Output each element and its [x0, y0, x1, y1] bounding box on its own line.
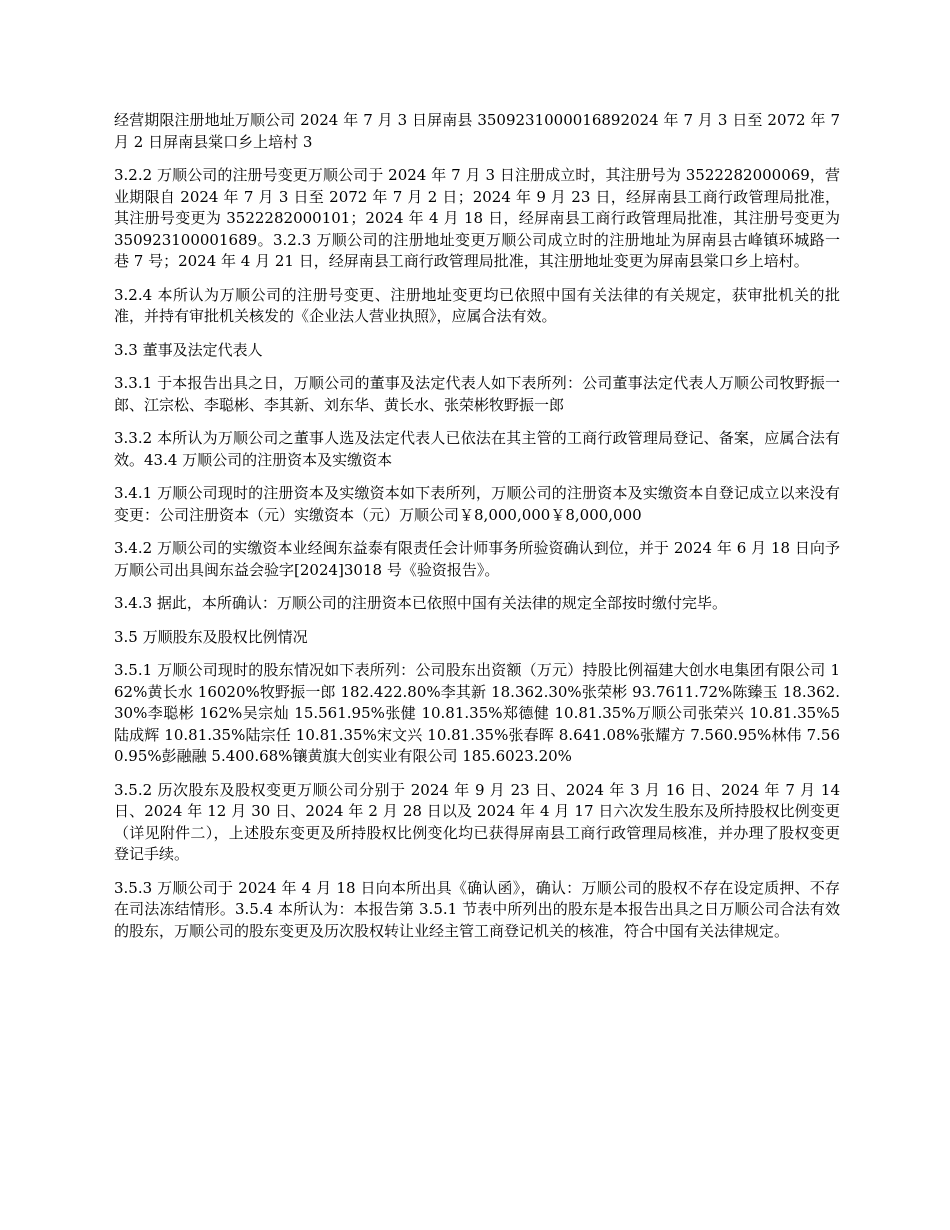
paragraph-business-term: 经营期限注册地址万顺公司 2024 年 7 月 3 日屏南县 3509231000016892024 年 7 月 3 日至 2072 年 7 月 2 日屏南县棠口乡上培村 3 — [114, 111, 840, 151]
section-heading-3-3: 3.3 董事及法定代表人 — [114, 340, 263, 359]
paragraph-3-5-1: 3.5.1 万顺公司现时的股东情况如下表所列：公司股东出资额（万元）持股比例福建大创水电集团有限公司 162%黄长水 16020%牧野振一郎 182.422.80%李其新 18.362.30%张荣彬 93.7611.72%陈臻玉 18.362.30%李聪彬 162%吴宗灿 15.561.95%张健 10.81.35%郑德健 10.81.35%万顺公司张荣兴 10.81.35%5 陆成辉 10.81.35%陆宗任 10.81.35%宋文兴 10.81.35%张春晖 8.641.08%张耀方 7.560.95%林伟 7.560.95%彭融融 5.400.68%镶黄旗大创实业有限公司 185.6023.20% — [114, 661, 840, 765]
section-heading-3-5: 3.5 万顺股东及股权比例情况 — [114, 627, 308, 646]
paragraph-3-3-1: 3.3.1 于本报告出具之日，万顺公司的董事及法定代表人如下表所列：公司董事法定代表人万顺公司牧野振一郎、江宗松、李聪彬、李其新、刘东华、黄长水、张荣彬牧野振一郎 — [114, 374, 840, 414]
paragraph-3-5-3: 3.5.3 万顺公司于 2024 年 4 月 18 日向本所出具《确认函》，确认：万顺公司的股权不存在设定质押、不存在司法冻结情形。3.5.4 本所认为：本报告第 3.5.1 节表中所列出的股东是本报告出具之日万顺公司合法有效的股东，万顺公司的股东变更及历次股权转让业经主管工商登记机关的核准，符合中国有关法律规定。 — [114, 878, 840, 940]
paragraph-3-5-2: 3.5.2 历次股东及股权变更万顺公司分别于 2024 年 9 月 23 日、2024 年 3 月 16 日、2024 年 7 月 14 日、2024 年 12 月 30 日、2024 年 2 月 28 日以及 2024 年 4 月 17 日六次发生股东及所持股权比例变更（详见附件二），上述股东变更及所持股权比例变化均已获得屏南县工商行政管理局核准，并办理了股权变更登记手续。 — [114, 780, 840, 863]
paragraph-3-3-2: 3.3.2 本所认为万顺公司之董事人选及法定代表人已依法在其主管的工商行政管理局登记、备案，应属合法有效。43.4 万顺公司的注册资本及实缴资本 — [114, 429, 840, 469]
document-body — [114, 110, 840, 954]
paragraph-3-4-3: 3.4.3 据此，本所确认：万顺公司的注册资本已依照中国有关法律的规定全部按时缴付完毕。 — [114, 594, 727, 612]
paragraph-3-4-1: 3.4.1 万顺公司现时的注册资本及实缴资本如下表所列，万顺公司的注册资本及实缴资本自登记成立以来没有变更：公司注册资本（元）实缴资本（元）万顺公司￥8,000,000￥8,000,000 — [114, 484, 840, 524]
paragraph-3-2-4: 3.2.4 本所认为万顺公司的注册号变更、注册地址变更均已依照中国有关法律的有关规定，获审批机关的批准，并持有审批机关核发的《企业法人营业执照》，应属合法有效。 — [114, 285, 840, 325]
paragraph-3-2-2: 3.2.2 万顺公司的注册号变更万顺公司于 2024 年 7 月 3 日注册成立时，其注册号为 3522282000069，营业期限自 2024 年 7 月 3 日至 2072 年 7 月 2 日；2024 年 9 月 23 日，经屏南县工商行政管理局批准，其注册号变更为 3522282000101；2024 年 4 月 18 日，经屏南县工商行政管理局批准，其注册号变更为 350923100001689。3.2.3 万顺公司的注册地址变更万顺公司成立时的注册地址为屏南县古峰镇环城路一巷 7 号；2024 年 4 月 21 日，经屏南县工商行政管理局批准，其注册地址变更为屏南县棠口乡上培村。 — [114, 166, 840, 270]
paragraph-3-4-2: 3.4.2 万顺公司的实缴资本业经闽东益泰有限责任会计师事务所验资确认到位，并于 2024 年 6 月 18 日向予万顺公司出具闽东益会验字[2024]3018 号《验资报告》。 — [114, 539, 840, 579]
